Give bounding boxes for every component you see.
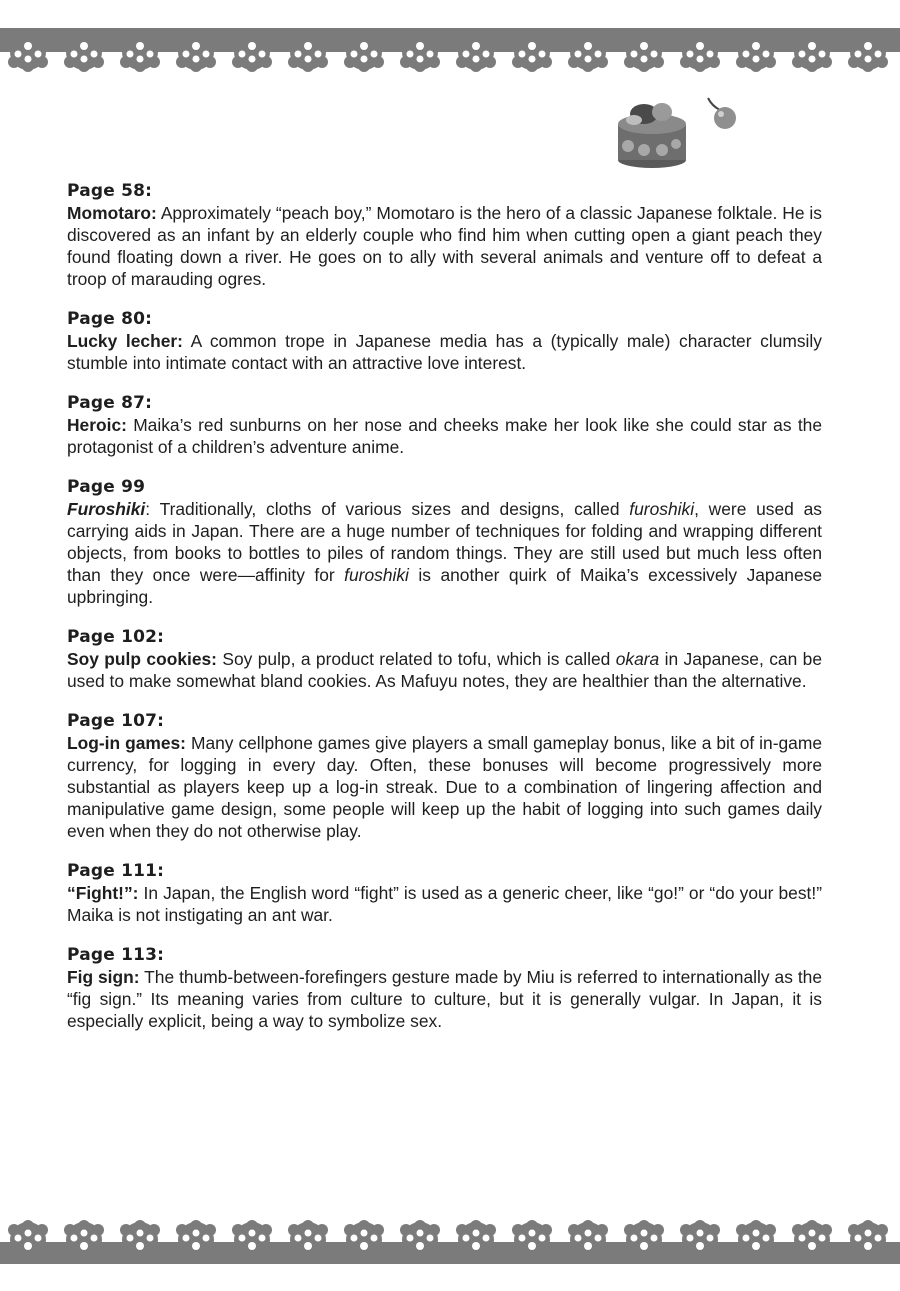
entry-term: “Fight!”: xyxy=(67,883,139,903)
dessert-illustration xyxy=(612,92,742,172)
glossary-entry xyxy=(67,626,822,692)
glossary-entry xyxy=(67,944,822,1032)
entry-term: Log-in games: xyxy=(67,733,186,753)
glossary xyxy=(67,180,822,1050)
entry-term: Momotaro: xyxy=(67,203,157,223)
entry-term: Heroic: xyxy=(67,415,127,435)
page-heading: Page 99 xyxy=(67,477,146,497)
page-heading: Page 58: xyxy=(67,181,153,201)
glossary-entry xyxy=(67,860,822,926)
page-heading: Page 107: xyxy=(67,711,165,731)
lace-border-top xyxy=(0,18,900,80)
entry-text: Log-in games: Many cellphone games give players a small gameplay bonus, like a bit of in-game currency, for logging in every day. Often, these bonuses will become progressively more substantial as players keep up a log-in streak. Due to a combination of lingering affection and manipulative game design, some people will keep up the habit of logging into such games daily even when they do not otherwise play. xyxy=(67,733,823,841)
lace-border-bottom xyxy=(0,1212,900,1274)
entry-term: Lucky lecher: xyxy=(67,331,183,351)
glossary-entry xyxy=(67,476,822,608)
entry-term: Soy pulp cookies: xyxy=(67,649,217,669)
page-heading: Page 111: xyxy=(67,861,165,881)
entry-text: Momotaro: Approximately “peach boy,” Momotaro is the hero of a classic Japanese folktale. He is discovered as an infant by an elderly couple who find him when cutting open a giant peach they found floating down a river. He goes on to ally with several animals and venture off to defeat a troop of marauding ogres. xyxy=(67,203,822,289)
page-heading: Page 102: xyxy=(67,627,165,647)
entry-term: Furoshiki xyxy=(67,499,146,519)
page-heading: Page 87: xyxy=(67,393,153,413)
page-heading: Page 113: xyxy=(67,945,165,965)
glossary-entry xyxy=(67,180,822,290)
entry-text: “Fight!”: In Japan, the English word “fight” is used as a generic cheer, like “go!” or “do your best!” Maika is not instigating an ant war. xyxy=(67,883,822,925)
entry-text: Furoshiki: Traditionally, cloths of various sizes and designs, called furoshiki, were used as carrying aids in Japan. There are a huge number of techniques for folding and wrapping different objects, from books to bottles to piles of random things. They are still used but much less often than they once were—affinity for furoshiki is another quirk of Maika’s excessively Japanese upbringing. xyxy=(67,499,822,607)
glossary-entry xyxy=(67,308,822,374)
glossary-entry xyxy=(67,392,822,458)
entry-text: Heroic: Maika’s red sunburns on her nose and cheeks make her look like she could star as the protagonist of a children’s adventure anime. xyxy=(67,415,822,457)
page-heading: Page 80: xyxy=(67,309,153,329)
glossary-entry xyxy=(67,710,822,842)
entry-text: Soy pulp cookies: Soy pulp, a product related to tofu, which is called okara in Japanese, can be used to make somewhat bland cookies. As Mafuyu notes, they are healthier than the alternative. xyxy=(67,649,822,691)
entry-text: Lucky lecher: A common trope in Japanese media has a (typically male) character clumsily stumble into intimate contact with an attractive love interest. xyxy=(67,331,822,373)
entry-term: Fig sign: xyxy=(67,967,140,987)
entry-text: Fig sign: The thumb-between-forefingers gesture made by Miu is referred to internationally as the “fig sign.” Its meaning varies from culture to culture, but it is generally vulgar. In Japan, it is especially explicit, being a way to symbolize sex. xyxy=(67,967,822,1031)
